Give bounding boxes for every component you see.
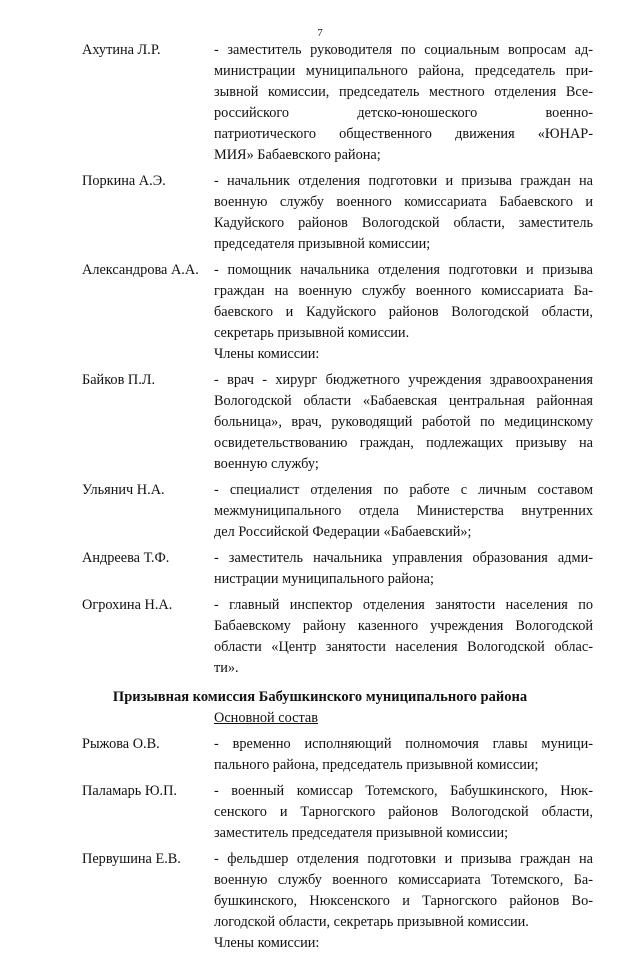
person-name: Андреева Т.Ф. <box>82 550 170 566</box>
role-line: освидетельствованию граждан, подлежащих призыву на <box>214 435 593 451</box>
person-role <box>214 40 593 166</box>
section-heading: Призывная комиссия Бабушкинского муниципального района <box>112 689 528 705</box>
person-name: Паламарь Ю.П. <box>82 783 177 799</box>
role-line: - заместитель начальника управления образования адми- <box>214 550 593 566</box>
role-line: Бабаевскому району казенного учреждения Вологодской <box>214 618 593 634</box>
person-name: Байков П.Л. <box>82 372 156 388</box>
role-line: патриотического общественного движения «ЮНАР- <box>214 126 593 142</box>
person-role <box>214 260 593 344</box>
role-line: нистрации муниципального района; <box>214 571 434 587</box>
role-line: - начальник отделения подготовки и призыва граждан на <box>214 173 593 189</box>
page-number: 7 <box>317 27 323 39</box>
person-name: Огрохина Н.А. <box>82 597 173 613</box>
role-line: военную службу военного комиссариата Тотемского, Ба- <box>214 872 593 888</box>
person-role <box>214 734 593 776</box>
person-role <box>214 849 593 933</box>
role-line: области «Центр занятости населения Вологодской облас- <box>214 639 593 655</box>
role-line: сенского и Тарногского районов Вологодской области, <box>214 804 593 820</box>
members-label: Члены комиссии: <box>214 935 320 951</box>
role-line: ти». <box>214 660 239 676</box>
person-name: Первушина Е.В. <box>82 851 181 867</box>
role-line: - заместитель руководителя по социальным вопросам ад- <box>214 42 593 58</box>
role-line: МИЯ» Бабаевского района; <box>214 147 381 163</box>
person-name: Рыжова О.В. <box>82 736 160 752</box>
members-label: Члены комиссии: <box>214 346 320 362</box>
role-line: граждан на военную службу военного комиссариата Ба- <box>214 283 593 299</box>
role-line: - фельдшер отделения подготовки и призыва граждан на <box>214 851 593 867</box>
role-line: министрации муниципального района, председатель при- <box>214 63 593 79</box>
role-line: российского детско-юношеского военно- <box>214 105 593 121</box>
role-line: - главный инспектор отделения занятости населения по <box>214 597 593 613</box>
role-line: - временно исполняющий полномочия главы муници- <box>214 736 593 752</box>
role-line: секретарь призывной комиссии. <box>214 325 410 341</box>
role-line: бушкинского, Нюксенского и Тарногского районов Во- <box>214 893 593 909</box>
role-line: - помощник начальника отделения подготовки и призыва <box>214 262 593 278</box>
role-line: - военный комиссар Тотемского, Бабушкинского, Нюк- <box>214 783 593 799</box>
role-line: - врач - хирург бюджетного учреждения здравоохранения <box>214 372 593 388</box>
role-line: военную службу; <box>214 456 319 472</box>
role-line: дел Российской Федерации «Бабаевский»; <box>214 524 472 540</box>
role-line: - специалист отделения по работе с личным составом <box>214 482 593 498</box>
person-role <box>214 595 593 679</box>
person-role <box>214 171 593 255</box>
person-name: Поркина А.Э. <box>82 173 166 189</box>
role-line: Вологодской области «Бабаевская центральная районная <box>214 393 593 409</box>
person-name: Александрова А.А. <box>82 262 199 278</box>
role-line: военную службу военного комиссариата Бабаевского и <box>214 194 593 210</box>
role-line: логодской области, секретарь призывной комиссии. <box>214 914 529 930</box>
role-line: больница», врач, руководящий работой по медицинскому <box>214 414 593 430</box>
person-role <box>214 781 593 844</box>
role-line: пального района, председатель призывной комиссии; <box>214 757 539 773</box>
role-line: зывной комиссии, председатель местного отделения Все- <box>214 84 593 100</box>
person-name: Ахутина Л.Р. <box>82 42 161 58</box>
person-role <box>214 370 593 475</box>
person-role <box>214 480 593 543</box>
role-line: межмуниципального отдела Министерства внутренних <box>214 503 593 519</box>
role-line: баевского и Кадуйского районов Вологодской области, <box>214 304 593 320</box>
role-line: заместитель председателя призывной комиссии; <box>214 825 509 841</box>
person-name: Ульянич Н.А. <box>82 482 165 498</box>
role-line: председателя призывной комиссии; <box>214 236 431 252</box>
role-line: Кадуйского районов Вологодской области, заместитель <box>214 215 593 231</box>
section-subheading: Основной состав <box>214 710 318 726</box>
person-role <box>214 548 593 590</box>
